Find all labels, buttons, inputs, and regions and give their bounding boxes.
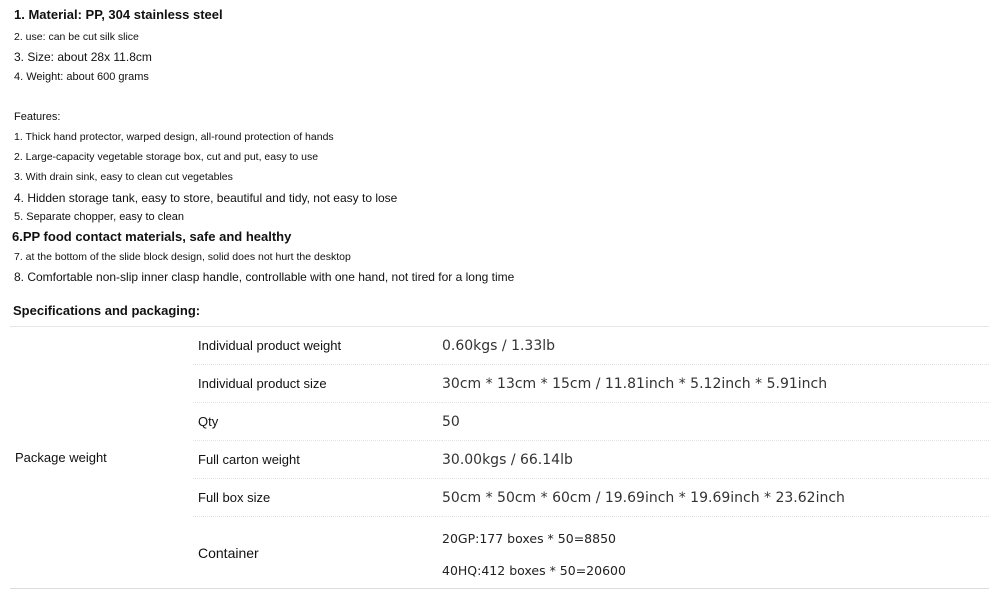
- container-value: 40HQ:412 boxes * 50=20600: [442, 562, 626, 578]
- feature-item: 3. With drain sink, easy to clean cut vegetables: [14, 171, 233, 183]
- row-key: Individual product weight: [193, 327, 442, 365]
- container-key: Container: [198, 544, 259, 561]
- feature-item: 7. at the bottom of the slide block design, solid does not hurt the desktop: [14, 251, 351, 263]
- container-value: 20GP:177 boxes * 50=8850: [442, 530, 616, 546]
- feature-item: 6.PP food contact materials, safe and healthy: [12, 229, 292, 244]
- feature-item: 8. Comfortable non-slip inner clasp handle, controllable with one hand, not tired for a long time: [14, 270, 515, 284]
- spec-line-material: 1. Material: PP, 304 stainless steel: [14, 7, 223, 22]
- row-key: Qty: [193, 403, 442, 441]
- spec-table: [10, 326, 989, 589]
- spec-line-size: 3. Size: about 28x 11.8cm: [14, 50, 152, 64]
- features-heading: Features:: [14, 111, 61, 123]
- row-value: 50cm * 50cm * 60cm / 19.69inch * 19.69inch * 23.62inch: [442, 479, 989, 517]
- spec-line-weight: 4. Weight: about 600 grams: [14, 71, 149, 83]
- spec-line-use: 2. use: can be cut silk slice: [14, 31, 139, 43]
- feature-item: 4. Hidden storage tank, easy to store, beautiful and tidy, not easy to lose: [14, 191, 398, 205]
- row-value: 30.00kgs / 66.14lb: [442, 441, 989, 479]
- row-key: Full box size: [193, 479, 442, 517]
- row-key: Individual product size: [193, 365, 442, 403]
- feature-item: 1. Thick hand protector, warped design, all-round protection of hands: [14, 131, 334, 143]
- package-weight-label: Package weight: [15, 450, 107, 465]
- feature-item: 5. Separate chopper, easy to clean: [14, 211, 185, 223]
- row-value: 50: [442, 403, 989, 441]
- feature-item: 2. Large-capacity vegetable storage box, cut and put, easy to use: [14, 151, 319, 163]
- row-key: Full carton weight: [193, 441, 442, 479]
- spec-table-title: Specifications and packaging:: [13, 303, 201, 318]
- row-value: 30cm * 13cm * 15cm / 11.81inch * 5.12inch * 5.91inch: [442, 365, 989, 403]
- row-value: 0.60kgs / 1.33lb: [442, 327, 989, 365]
- table-row: [10, 327, 989, 365]
- container-values: [442, 517, 989, 589]
